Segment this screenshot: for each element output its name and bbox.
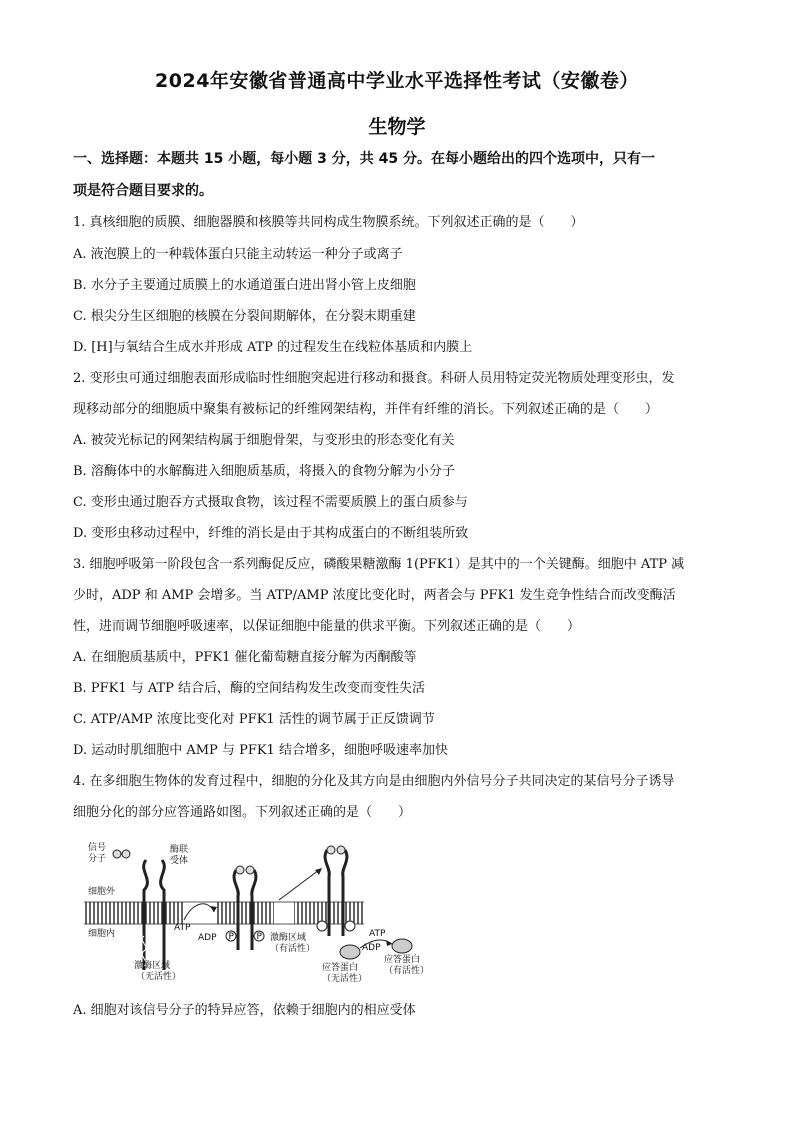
label-adp-1: ADP (198, 933, 217, 943)
q3-stem-line2: 少时，ADP 和 AMP 会增多。当 ATP/AMP 浓度比变化时，两者会与 PFK1 发生竞争性结合而改变酶活 (73, 588, 676, 603)
phosphate-icon (345, 921, 355, 931)
label-response-inactive: 应答蛋白 (322, 963, 359, 973)
label-receptor: 酶联 (170, 845, 189, 855)
section-instructions-line1: 一、选择题：本题共 15 小题，每小题 3 分，共 45 分。在每小题给出的四个选项中，只有一 (73, 151, 655, 167)
signal-molecule-icon (113, 850, 121, 858)
label-atp-1: ATP (174, 923, 191, 933)
q2-option-c: C. 变形虫通过胞吞方式摄取食物，该过程不需要质膜上的蛋白质参与 (73, 495, 468, 510)
label-kinase-inactive-2: （无活性） (136, 972, 182, 982)
q2-option-b: B. 溶酶体中的水解酶进入细胞质基质，将摄入的食物分解为小分子 (73, 464, 455, 479)
q4-option-a: A. 细胞对该信号分子的特异应答，依赖于细胞内的相应受体 (73, 1003, 416, 1018)
q4-stem-line1: 4. 在多细胞生物体的发育过程中，细胞的分化及其方向是由细胞内外信号分子共同决定的某信号分子诱导 (73, 774, 675, 789)
label-kinase-active-2: （有活性） (270, 944, 316, 954)
label-adp-2: ADP (362, 943, 381, 953)
q3-option-c: C. ATP/AMP 浓度比变化对 PFK1 活性的调节属于正反馈调节 (73, 712, 435, 727)
q1-option-d: D. [H]与氧结合生成水并形成 ATP 的过程发生在线粒体基质和内膜上 (73, 340, 473, 355)
q3-option-a: A. 在细胞质基质中，PFK1 催化葡萄糖直接分解为丙酮酸等 (73, 650, 417, 665)
membrane-segment-1 (84, 902, 184, 924)
label-outside: 细胞外 (88, 887, 116, 897)
response-protein-active-icon (392, 939, 412, 953)
label-signal-2: 分子 (88, 854, 107, 864)
label-receptor-2: 受体 (170, 856, 189, 866)
phosphate-label: P (228, 932, 234, 942)
q3-option-b: B. PFK1 与 ATP 结合后，酶的空间结构发生改变而变性失活 (73, 681, 426, 696)
q1-stem: 1. 真核细胞的质膜、细胞器膜和核膜等共同构成生物膜系统。下列叙述正确的是（ ） (73, 215, 584, 230)
q2-option-a: A. 被荧光标记的网架结构属于细胞骨架，与变形虫的形态变化有关 (73, 433, 455, 448)
arrow-2 (279, 870, 319, 900)
q1-option-b: B. 水分子主要通过质膜上的水通道蛋白进出肾小管上皮细胞 (73, 278, 416, 293)
q2-option-d: D. 变形虫移动过程中，纤维的消长是由于其构成蛋白的不断组装所致 (73, 526, 469, 541)
label-response-inactive-2: （无活性） (322, 974, 368, 984)
q4-stem-line2: 细胞分化的部分应答通路如图。下列叙述正确的是（ ） (73, 805, 412, 820)
signal-molecule-icon (122, 850, 130, 858)
q2-stem-line2: 现移动部分的细胞质中聚集有被标记的纤维网架结构，并伴有纤维的消长。下列叙述正确的是（ ） (73, 402, 659, 417)
label-kinase-active: 激酶区域 (270, 933, 307, 943)
membrane-segment-2 (216, 902, 274, 924)
label-inside: 细胞内 (88, 929, 116, 939)
phosphate-label: P (256, 932, 262, 942)
subject-title: 生物学 (368, 116, 426, 138)
q3-stem-line1: 3. 细胞呼吸第一阶段包含一系列酶促反应，磷酸果糖激酶 1(PFK1）是其中的一个关键酶。细胞中 ATP 减 (73, 557, 685, 572)
signal-pathway-figure (84, 840, 484, 990)
page-title: 2024年安徽省普通高中学业水平选择性考试（安徽卷） (155, 70, 639, 92)
label-response-active: 应答蛋白 (384, 955, 421, 965)
section-instructions-line2: 项是符合题目要求的。 (73, 183, 213, 199)
q3-stem-line3: 性，进而调节细胞呼吸速率，以保证细胞中能量的供求平衡。下列叙述正确的是（ ） (73, 619, 581, 634)
label-atp-2: ATP (369, 929, 386, 939)
phosphate-icon (317, 921, 327, 931)
label-response-active-2: （有活性） (384, 966, 430, 976)
arrow-1 (184, 904, 214, 920)
q2-stem-line1: 2. 变形虫可通过细胞表面形成临时性细胞突起进行移动和摄食。科研人员用特定荧光物质处理变形虫，发 (73, 371, 675, 386)
q1-option-a: A. 液泡膜上的一种载体蛋白只能主动转运一种分子或离子 (73, 247, 403, 262)
q3-option-d: D. 运动时肌细胞中 AMP 与 PFK1 结合增多，细胞呼吸速率加快 (73, 743, 448, 758)
response-protein-inactive-icon (340, 945, 360, 959)
label-kinase-inactive: 激酶区域 (134, 961, 171, 971)
q1-option-c: C. 根尖分生区细胞的核膜在分裂间期解体，在分裂末期重建 (73, 309, 416, 324)
label-signal: 信号 (88, 843, 107, 853)
